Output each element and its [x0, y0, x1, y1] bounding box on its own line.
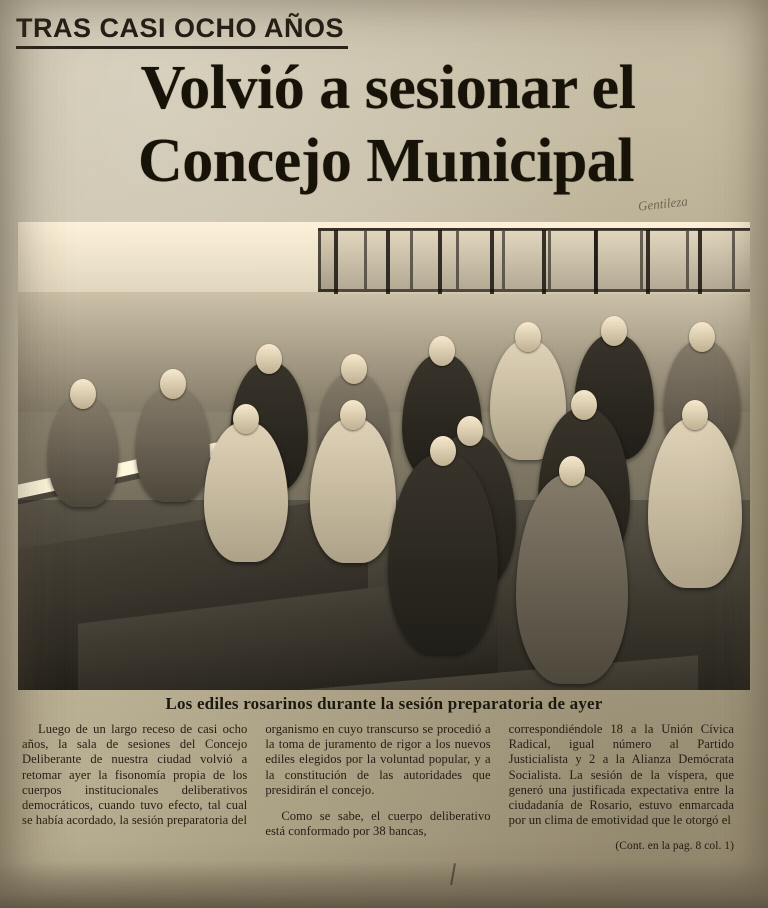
kicker-rule — [16, 46, 348, 49]
kicker-text: TRAS CASI OCHO AÑOS — [16, 13, 345, 43]
photo-credit: Gentileza — [637, 193, 689, 214]
photo-person-head — [233, 404, 259, 434]
photo-person-head — [515, 322, 541, 352]
article-body — [22, 722, 734, 866]
article-column-1 — [22, 722, 247, 866]
paragraph: organismo en cuyo transcurso se procedió a la toma de juramento de rigor a los nuevos ediles elegidos por la voluntad popular, y a la constitución de las autoridades que presidirán el concejo. — [265, 722, 491, 797]
kicker-block — [16, 14, 356, 49]
photo-person-head — [559, 456, 585, 486]
photo-person — [648, 418, 742, 588]
photo-person-head — [571, 390, 597, 420]
paragraph: correspondiéndole 18 a la Unión Cívica Radical, igual número al Partido Justicialista y 2 a la Alianza Demócrata Socialista. La sesión de la víspera, que generó una justificada expectativa entre la ciudadanía de Rosario, estuvo enmarcada por un clima de emotividad que le otorgó el — [508, 722, 734, 828]
photo-person-head — [340, 400, 366, 430]
photo-person — [136, 387, 210, 502]
headline-line-1: Volvió a sesionar el — [140, 54, 636, 122]
continuation-note: (Cont. en la pag. 8 col. 1) — [615, 840, 734, 853]
photo-person-head — [341, 354, 367, 384]
photo-person-foreground — [388, 454, 498, 654]
photo-person-head — [256, 344, 282, 374]
photo-person-head — [601, 316, 627, 346]
photo-person-head — [682, 400, 708, 430]
paragraph: Como se sabe, el cuerpo deliberativo está conformado por 38 bancas, — [265, 809, 491, 839]
photo-caption: Los ediles rosarinos durante la sesión preparatoria de ayer — [165, 694, 603, 713]
photo-person-head — [70, 379, 96, 409]
headline — [0, 52, 768, 198]
photo-person-head — [689, 322, 715, 352]
photo-person-foreground — [516, 474, 628, 684]
photo-person-head — [457, 416, 483, 446]
headline-line-2: Concejo Municipal — [137, 127, 635, 196]
photo-person — [204, 422, 288, 562]
photo-person-head — [429, 336, 455, 366]
article-column-2 — [265, 722, 490, 866]
photo-person-head — [160, 369, 186, 399]
paragraph: Luego de un largo receso de casi ocho años, la sala de sesiones del Concejo Deliberante de nuestra ciudad volvió a retomar ayer la fisonomía propia de los cuerpos institucionales deliberativos democráticos, cuando tuvo efecto, tal cual se había acordado, la sesión preparatoria del — [22, 722, 248, 828]
article-column-3 — [509, 722, 734, 866]
photo-person — [48, 397, 118, 507]
photo-person — [310, 418, 396, 563]
article-photo — [18, 222, 750, 690]
pen-mark — [450, 863, 466, 887]
photo-person-head — [430, 436, 456, 466]
bottom-edge-shadow — [0, 862, 768, 908]
